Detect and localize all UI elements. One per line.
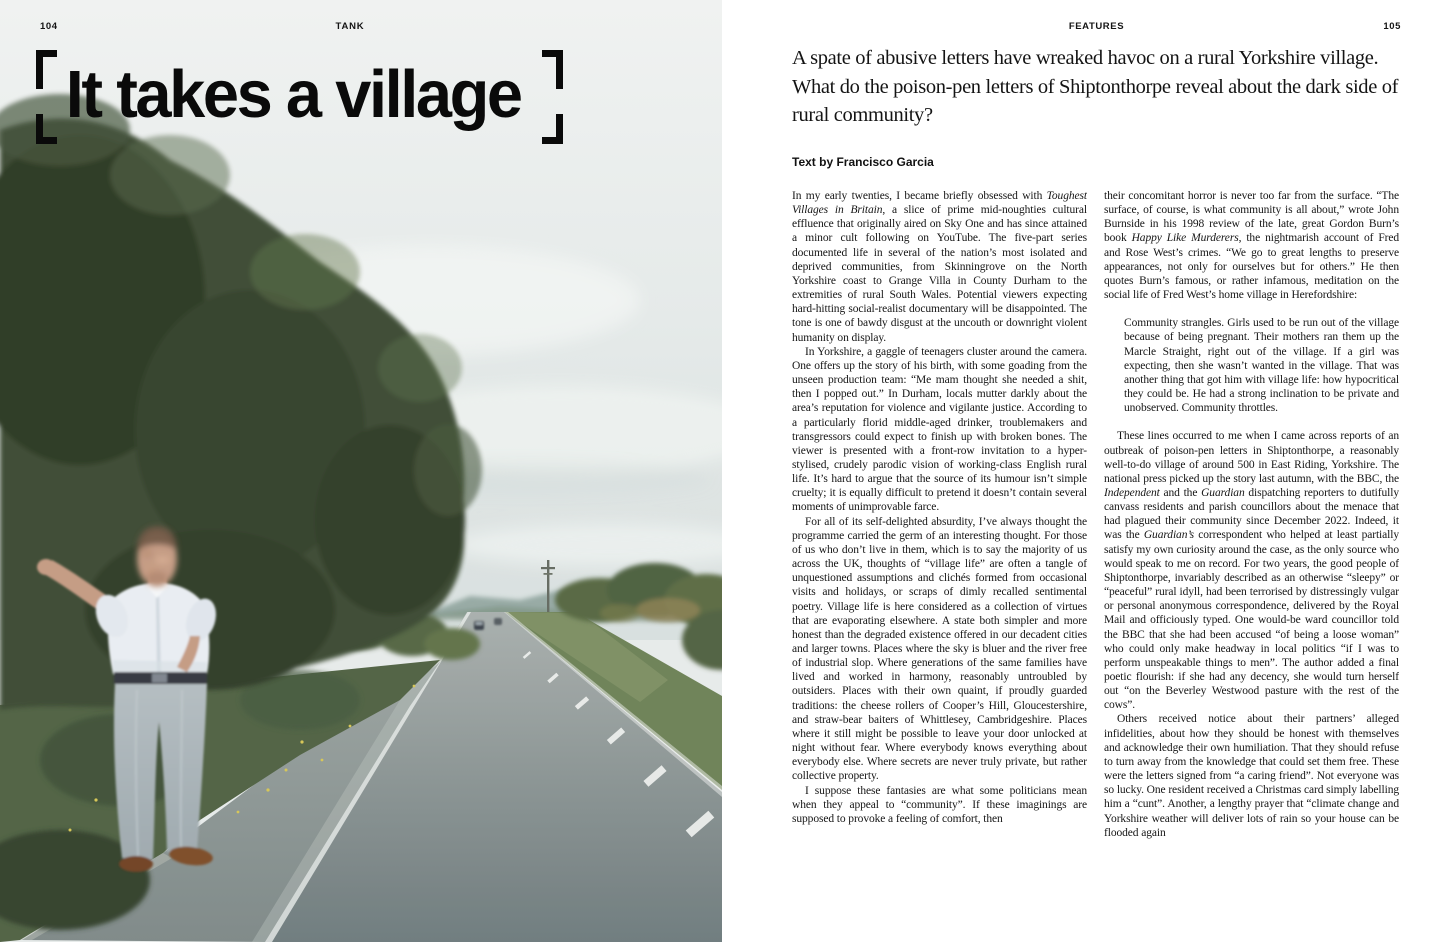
body-paragraph: For all of its self-delighted absurdity, I’ve always thought the programme carried the germ of an interesting thought. For those of us who don’t live in them, which is to say the majority of us across the UK, thoughts of “village life” are often a tangle of unquestioned assumptions and clichés formed from occasional visits and holidays, or scraps of dimly recalled sentimental poetry. Village life is here considered as a collection of virtues that are evaporating elsewhere. A state both simpler and more honest than the degraded existence offered in our decadent cities and larger towns. Places where the sky is bluer and the river free of industrial slop. Where generations of the same families have lived and worked in harmony, reasonably untroubled by outsiders. Places with their own quaint, if proudly guarded traditions: the cheese rollers of Cooper’s Hill, Gloucestershire, and straw-bear baiters of Whittlesey, Cambridgeshire. Places where it still might be possible to leave your door unlocked at night without fear. Where everybody knows everything about everybody else. Where secrets are never truly private, but rather collective property. — [792, 515, 1087, 783]
article-body — [792, 189, 1399, 941]
right-page — [722, 0, 1445, 942]
body-paragraph: In Yorkshire, a gaggle of teenagers cluster around the camera. One offers up the story of his birth, with some goading from the unseen production team: “Me mam thought she needed a shit, then I popped out.” In Durham, locals mutter darkly about the area’s reputation for violence and vigilante justice. According to a particularly florid middle-aged drinker, troublemakers and transgressors could expect to finish up with broken bones. The viewer is presented with a front-row invitation to a hyper-stylised, crudely parodic vision of working-class English rural life. It’s hard to argue that the source of its humour isn’t simple cruelty; it is equally difficult to pretend it doesn’t contain several moments of unimprovable farce. — [792, 345, 1087, 514]
body-paragraph: their concomitant horror is never too far from the surface. “The surface, of course, is what community is all about,” wrote John Burnside in his 1998 review of the late, great Gordon Burn’s book Happy Like Murderers, the nightmarish account of Fred and Rose West’s crimes. “We go to great lengths to preserve appearances, not only for ourselves but for others.” He then quotes Burn’s famous, or rather infamous, meditation on the social life of Fred West’s home village in Herefordshire: — [1104, 190, 1399, 302]
body-paragraph: I suppose these fantasies are what some politicians mean when they appeal to “community”. If these imaginings are supposed to provoke a feeling of comfort, then — [792, 784, 1087, 825]
page-number-right: 105 — [1383, 21, 1401, 32]
block-quote: Community strangles. Girls used to be run out of the village because of being pregnant. Their mothers ran them up the Marcle Straight, right out of the village. If a girl was expecting, then she wasn’t wanted in the village. That was another thing that got him with village life: how hypocritical they could be. He had a strong inclination to be private and unobserved. Community throttles. — [1124, 317, 1399, 415]
section-label: FEATURES — [1068, 21, 1125, 32]
article-column-1 — [792, 189, 1087, 941]
byline: Text by Francisco Garcia — [792, 155, 934, 169]
close-bracket-icon — [542, 50, 563, 144]
body-paragraph: Others received notice about their partners’ alleged infidelities, about how they should be honest with themselves and acknowledge their own humiliation. That they should refuse to turn away from the knowledge that could set them free. These were the letters signed from “a caring friend”. Not everyone was so lucky. One resident received a Christmas card simply labelling him a “cunt”. Another, a lengthy prayer that “climate change and Yorkshire weather will deliver lots of rain so your house can be flooded again — [1104, 713, 1399, 839]
standfirst: A spate of abusive letters have wreaked havoc on a rural Yorkshire village. What do the poison-pen letters of Shiptonthorpe reveal about the dark side of rural community? — [792, 47, 1399, 126]
article-headline: It takes a village — [65, 57, 521, 132]
open-bracket-icon — [36, 50, 57, 144]
publication-name: TANK — [335, 21, 365, 32]
body-paragraph: In my early twenties, I became briefly obsessed with Toughest Villages in Britain, a slice of prime mid-noughties cultural effluence that originally aired on Sky One and has since attained a minor cult following on YouTube. The five-part series documented life in several of the nation’s most isolated and deprived communities, from Skinningrove on the North Yorkshire coast to Grange Villa in County Durham to the extremities of rural South Wales. Potential viewers expecting hard-hitting social-realist documentary will be disappointed. The tone is one of bawdy disgust at the uncouth or downright violent humanity on display. — [792, 190, 1087, 344]
left-page — [0, 0, 722, 942]
page-number-left: 104 — [40, 21, 58, 32]
body-paragraph: These lines occurred to me when I came across reports of an outbreak of poison-pen letters in Shiptonthorpe, a reasonably well-to-do village of around 500 in East Riding, Yorkshire. The national press picked up the story last autumn, with the BBC, the Independent and the Guardian dispatching reporters to dutifully canvass residents and parish councillors about the menace that had plagued their community since December 2022. Indeed, it was the Guardian’s correspondent who helped at least partially satisfy my own curiosity around the case, as the only source who would speak to me on record. For two years, the good people of Shiptonthorpe, invariably described as an otherwise “sleepy” or “peaceful” rural idyll, had been terrorised by distressingly vulgar or personal anonymous correspondence, delivered by the Royal Mail and officiously typed. One would-be ward councillor told the BBC that she had been accused “of being a loose woman” who could only make headway in local politics “if I was to perform unspeakable things to men”. The author added a final poetic flourish: if she had any decency, she would turn herself out “on the Beverley Westwood pasture with the rest of the cows”. — [1104, 430, 1399, 712]
headline-block — [36, 50, 563, 144]
section-header — [792, 21, 1401, 32]
article-column-2 — [1104, 189, 1399, 941]
